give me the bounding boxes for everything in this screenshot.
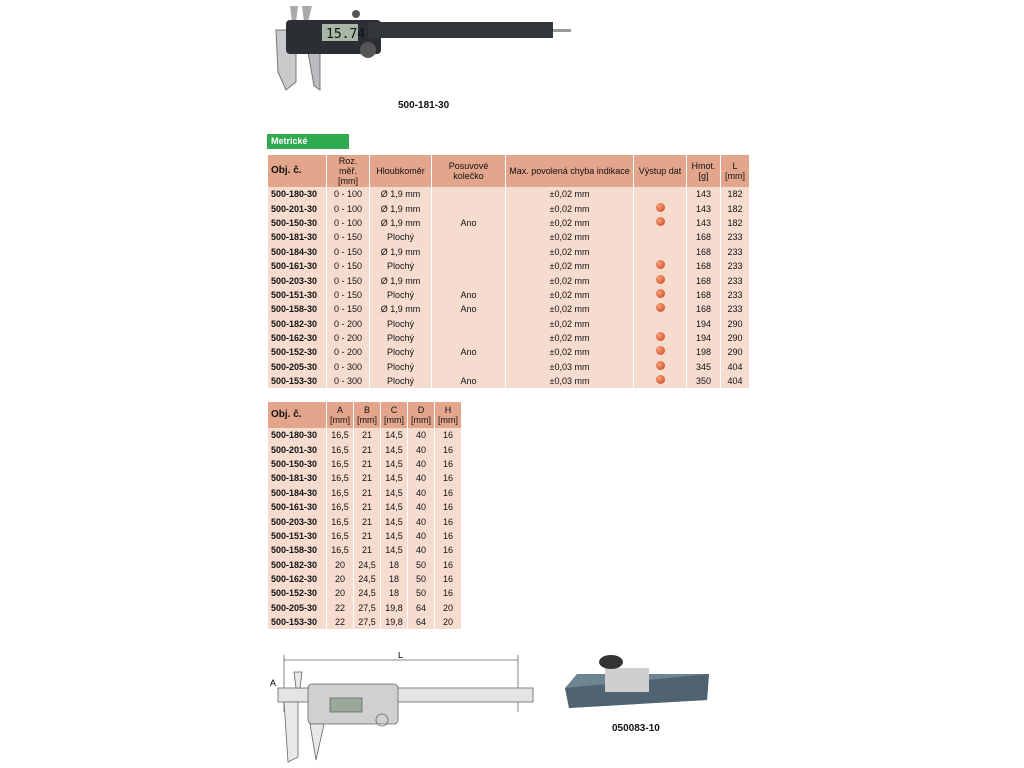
table-cell: 14,5 xyxy=(381,471,407,485)
table-cell: 233 xyxy=(721,259,749,273)
table-cell: 21 xyxy=(354,442,380,456)
table-cell: 14,5 xyxy=(381,442,407,456)
table-cell: 21 xyxy=(354,514,380,528)
data-output-dot xyxy=(656,260,665,269)
table-cell: ±0,02 mm xyxy=(506,317,633,331)
table-cell: ±0,02 mm xyxy=(506,230,633,244)
table-cell: 22 xyxy=(327,601,353,615)
column-header: H [mm] xyxy=(435,402,461,428)
table-cell: 50 xyxy=(408,572,434,586)
table-cell: Plochý xyxy=(370,288,431,302)
column-header: Obj. č. xyxy=(268,155,326,187)
table-row xyxy=(268,302,749,316)
table-cell: 16 xyxy=(435,514,461,528)
table-cell: 182 xyxy=(721,187,749,201)
table-cell: 50 xyxy=(408,558,434,572)
table-cell: Ano xyxy=(432,216,505,230)
table-cell xyxy=(634,187,686,201)
table-cell: 500-152-30 xyxy=(268,345,326,359)
table-row xyxy=(268,216,749,230)
table-cell: 198 xyxy=(687,345,720,359)
table-cell: ±0,02 mm xyxy=(506,288,633,302)
table-cell: Ø 1,9 mm xyxy=(370,187,431,201)
table-cell: 500-153-30 xyxy=(268,615,326,629)
table-cell xyxy=(634,201,686,215)
table-cell: ±0,02 mm xyxy=(506,302,633,316)
table-row xyxy=(268,245,749,259)
table-cell: 500-182-30 xyxy=(268,558,326,572)
table-cell: 0 - 300 xyxy=(327,360,369,374)
table-cell: 18 xyxy=(381,586,407,600)
table-cell: Ø 1,9 mm xyxy=(370,273,431,287)
column-header: Posuvové kolečko xyxy=(432,155,505,187)
table-cell: 233 xyxy=(721,288,749,302)
table-cell xyxy=(432,230,505,244)
table-cell: 500-201-30 xyxy=(268,201,326,215)
table-cell: 40 xyxy=(408,514,434,528)
table-cell: 16,5 xyxy=(327,529,353,543)
dim-A-label: A xyxy=(270,678,277,688)
table-cell: 16,5 xyxy=(327,428,353,442)
column-header: Výstup dat xyxy=(634,155,686,187)
table-cell: Plochý xyxy=(370,374,431,388)
digital-caliper-image xyxy=(268,0,583,95)
table-row xyxy=(268,500,461,514)
table-cell: 404 xyxy=(721,374,749,388)
table-cell: 500-151-30 xyxy=(268,288,326,302)
table-cell xyxy=(634,288,686,302)
table-row xyxy=(268,529,461,543)
table-cell: 143 xyxy=(687,187,720,201)
table-cell: 16 xyxy=(435,428,461,442)
table-cell: 0 - 200 xyxy=(327,317,369,331)
table-cell: 290 xyxy=(721,317,749,331)
table-row xyxy=(268,201,749,215)
table-cell: 500-201-30 xyxy=(268,442,326,456)
table-cell: ±0,02 mm xyxy=(506,259,633,273)
table-cell xyxy=(634,331,686,345)
table-cell xyxy=(634,216,686,230)
table-cell: 500-184-30 xyxy=(268,486,326,500)
table-row xyxy=(268,442,461,456)
table-row xyxy=(268,543,461,557)
table-cell: 21 xyxy=(354,486,380,500)
table-cell: Plochý xyxy=(370,345,431,359)
table-cell: 24,5 xyxy=(354,558,380,572)
table-cell: 40 xyxy=(408,500,434,514)
table-cell xyxy=(634,360,686,374)
table-cell: 0 - 150 xyxy=(327,245,369,259)
table-cell: ±0,03 mm xyxy=(506,374,633,388)
svg-text:15.74: 15.74 xyxy=(326,27,366,42)
table-cell: 24,5 xyxy=(354,572,380,586)
table-cell: 290 xyxy=(721,331,749,345)
table-cell: 500-161-30 xyxy=(268,259,326,273)
table-cell: 16 xyxy=(435,558,461,572)
table-cell: 168 xyxy=(687,302,720,316)
table-cell: Ø 1,9 mm xyxy=(370,216,431,230)
table-cell: 16 xyxy=(435,486,461,500)
table-cell: 0 - 300 xyxy=(327,374,369,388)
table-cell: ±0,02 mm xyxy=(506,273,633,287)
table-cell: 0 - 200 xyxy=(327,345,369,359)
table-cell xyxy=(432,201,505,215)
data-output-dot xyxy=(656,375,665,384)
table-cell: 168 xyxy=(687,245,720,259)
table-cell: 182 xyxy=(721,201,749,215)
table-cell: 0 - 150 xyxy=(327,273,369,287)
table-row xyxy=(268,428,461,442)
table-row xyxy=(268,586,461,600)
table-cell: 40 xyxy=(408,529,434,543)
table-cell: 233 xyxy=(721,230,749,244)
table-cell: 20 xyxy=(435,601,461,615)
table-cell: 16 xyxy=(435,529,461,543)
table-cell: 233 xyxy=(721,245,749,259)
table-row xyxy=(268,457,461,471)
table-cell: 21 xyxy=(354,457,380,471)
table-cell: 345 xyxy=(687,360,720,374)
table-cell: 500-162-30 xyxy=(268,572,326,586)
table-cell: 14,5 xyxy=(381,543,407,557)
table-row xyxy=(268,558,461,572)
table-cell: 21 xyxy=(354,500,380,514)
table-cell xyxy=(634,259,686,273)
table-row xyxy=(268,345,749,359)
table-cell: Ano xyxy=(432,345,505,359)
table-cell: 64 xyxy=(408,615,434,629)
table-row xyxy=(268,187,749,201)
table-row xyxy=(268,259,749,273)
table-cell xyxy=(634,245,686,259)
table-cell: Ano xyxy=(432,374,505,388)
table-cell: 500-181-30 xyxy=(268,471,326,485)
table-cell: 0 - 100 xyxy=(327,201,369,215)
table-cell: 14,5 xyxy=(381,529,407,543)
table-cell: 21 xyxy=(354,529,380,543)
table-row xyxy=(268,514,461,528)
table-cell: 168 xyxy=(687,273,720,287)
data-output-dot xyxy=(656,346,665,355)
table-cell xyxy=(634,230,686,244)
table-cell: 0 - 200 xyxy=(327,331,369,345)
table-cell: 50 xyxy=(408,586,434,600)
table-row xyxy=(268,360,749,374)
column-header: Hloubkoměr xyxy=(370,155,431,187)
table-cell: 500-162-30 xyxy=(268,331,326,345)
table-cell: 500-180-30 xyxy=(268,187,326,201)
table-cell: 16 xyxy=(435,471,461,485)
table-cell: 21 xyxy=(354,428,380,442)
table-cell: 21 xyxy=(354,471,380,485)
table-cell: 143 xyxy=(687,201,720,215)
table-cell: 500-203-30 xyxy=(268,514,326,528)
table-row xyxy=(268,230,749,244)
table-cell: 16,5 xyxy=(327,457,353,471)
table-cell: 14,5 xyxy=(381,500,407,514)
table-cell: 0 - 100 xyxy=(327,216,369,230)
table-cell xyxy=(634,302,686,316)
table-row xyxy=(268,486,461,500)
table-cell xyxy=(634,273,686,287)
table-cell: 182 xyxy=(721,216,749,230)
table-cell: 21 xyxy=(354,543,380,557)
table-cell: 14,5 xyxy=(381,514,407,528)
table-cell: 16,5 xyxy=(327,442,353,456)
table-cell: 20 xyxy=(435,615,461,629)
table-row xyxy=(268,288,749,302)
table-cell: 16,5 xyxy=(327,486,353,500)
table-cell: 500-184-30 xyxy=(268,245,326,259)
table-cell: 40 xyxy=(408,543,434,557)
table-cell: 500-153-30 xyxy=(268,374,326,388)
table-cell: 40 xyxy=(408,442,434,456)
table-cell: 0 - 150 xyxy=(327,230,369,244)
table-cell: 0 - 150 xyxy=(327,259,369,273)
column-header: L [mm] xyxy=(721,155,749,187)
column-header: C [mm] xyxy=(381,402,407,428)
data-output-dot xyxy=(656,203,665,212)
table-cell: 350 xyxy=(687,374,720,388)
table-cell: 40 xyxy=(408,471,434,485)
table-cell: 143 xyxy=(687,216,720,230)
data-output-dot xyxy=(656,332,665,341)
table-cell: 16 xyxy=(435,572,461,586)
table-cell: 20 xyxy=(327,586,353,600)
column-header: D [mm] xyxy=(408,402,434,428)
table-cell: 500-151-30 xyxy=(268,529,326,543)
table-cell: Plochý xyxy=(370,360,431,374)
table-cell: 500-152-30 xyxy=(268,586,326,600)
table-cell: 233 xyxy=(721,273,749,287)
table-cell: Plochý xyxy=(370,317,431,331)
table-cell: 500-205-30 xyxy=(268,601,326,615)
column-header: A [mm] xyxy=(327,402,353,428)
table-cell: 16 xyxy=(435,457,461,471)
table-cell: 500-181-30 xyxy=(268,230,326,244)
table-cell: 0 - 100 xyxy=(327,187,369,201)
table-cell xyxy=(432,259,505,273)
table-cell: 500-150-30 xyxy=(268,216,326,230)
table-row xyxy=(268,331,749,345)
table-cell: 500-205-30 xyxy=(268,360,326,374)
table-cell: 27,5 xyxy=(354,615,380,629)
table-cell xyxy=(432,187,505,201)
table-cell: Ano xyxy=(432,288,505,302)
table-cell: Plochý xyxy=(370,230,431,244)
table-cell: 40 xyxy=(408,428,434,442)
table-cell: 500-203-30 xyxy=(268,273,326,287)
table-cell xyxy=(432,331,505,345)
table-cell: 168 xyxy=(687,230,720,244)
table-cell: 14,5 xyxy=(381,428,407,442)
table-cell: 290 xyxy=(721,345,749,359)
table-cell: 14,5 xyxy=(381,457,407,471)
table-cell: ±0,02 mm xyxy=(506,345,633,359)
table-cell: 40 xyxy=(408,457,434,471)
data-output-dot xyxy=(656,303,665,312)
table-row xyxy=(268,615,461,629)
table-cell: 20 xyxy=(327,558,353,572)
data-output-dot xyxy=(656,275,665,284)
table-cell: 500-158-30 xyxy=(268,543,326,557)
table-row xyxy=(268,601,461,615)
caliper-dimension-drawing xyxy=(268,652,543,764)
table-cell: ±0,02 mm xyxy=(506,216,633,230)
table-row xyxy=(268,572,461,586)
table-cell: 233 xyxy=(721,302,749,316)
table-cell: 16 xyxy=(435,442,461,456)
table-cell: 40 xyxy=(408,486,434,500)
table-cell xyxy=(432,360,505,374)
table-cell: ±0,02 mm xyxy=(506,331,633,345)
table-cell: 20 xyxy=(327,572,353,586)
table-cell: 168 xyxy=(687,288,720,302)
table-row xyxy=(268,374,749,388)
table-cell: Ano xyxy=(432,302,505,316)
data-output-dot xyxy=(656,289,665,298)
table-cell xyxy=(634,317,686,331)
dim-L-label: L xyxy=(398,652,404,660)
table-cell: 19,8 xyxy=(381,601,407,615)
table-cell xyxy=(432,317,505,331)
table-cell: 18 xyxy=(381,558,407,572)
table-cell: 168 xyxy=(687,259,720,273)
table-cell: 500-180-30 xyxy=(268,428,326,442)
data-output-dot xyxy=(656,361,665,370)
table-cell: 14,5 xyxy=(381,486,407,500)
table-cell: 194 xyxy=(687,331,720,345)
table-cell: 16 xyxy=(435,543,461,557)
table-cell xyxy=(432,273,505,287)
table-cell: 500-161-30 xyxy=(268,500,326,514)
column-header: Roz. měř. [mm] xyxy=(327,155,369,187)
caliper-caption: 500-181-30 xyxy=(398,100,450,111)
table-cell: 500-182-30 xyxy=(268,317,326,331)
column-header: B [mm] xyxy=(354,402,380,428)
table-cell: Plochý xyxy=(370,259,431,273)
table-cell: Ø 1,9 mm xyxy=(370,201,431,215)
table-cell: 16,5 xyxy=(327,471,353,485)
table-cell xyxy=(432,245,505,259)
table-cell: 0 - 150 xyxy=(327,288,369,302)
spec-table xyxy=(267,155,750,388)
table-cell: ±0,03 mm xyxy=(506,360,633,374)
table-cell: 19,8 xyxy=(381,615,407,629)
table-cell: 18 xyxy=(381,572,407,586)
table-cell: 500-150-30 xyxy=(268,457,326,471)
table-cell: 0 - 150 xyxy=(327,302,369,316)
depth-base-image xyxy=(563,652,713,714)
dimension-table xyxy=(267,402,462,629)
table-cell: 16 xyxy=(435,500,461,514)
table-row xyxy=(268,471,461,485)
column-header: Max. povolená chyba indikace xyxy=(506,155,633,187)
data-output-dot xyxy=(656,217,665,226)
table-cell: 16,5 xyxy=(327,543,353,557)
table-row xyxy=(268,317,749,331)
table-cell: 64 xyxy=(408,601,434,615)
table-cell: Plochý xyxy=(370,331,431,345)
table-cell: 194 xyxy=(687,317,720,331)
table-row xyxy=(268,273,749,287)
table-cell: ±0,02 mm xyxy=(506,201,633,215)
table-cell: 16,5 xyxy=(327,500,353,514)
table-cell: 22 xyxy=(327,615,353,629)
table-cell: Ø 1,9 mm xyxy=(370,302,431,316)
base-caption: 050083-10 xyxy=(612,723,660,734)
table-cell: ±0,02 mm xyxy=(506,245,633,259)
table-cell: ±0,02 mm xyxy=(506,187,633,201)
table-cell xyxy=(634,374,686,388)
table-cell: Ø 1,9 mm xyxy=(370,245,431,259)
table-cell: 27,5 xyxy=(354,601,380,615)
column-header: Obj. č. xyxy=(268,402,326,428)
table-cell: 16 xyxy=(435,586,461,600)
table-cell: 16,5 xyxy=(327,514,353,528)
table-cell xyxy=(634,345,686,359)
table-cell: 500-158-30 xyxy=(268,302,326,316)
table-cell: 404 xyxy=(721,360,749,374)
section-tag: Metrické xyxy=(267,134,349,149)
column-header: Hmot. [g] xyxy=(687,155,720,187)
table-cell: 24,5 xyxy=(354,586,380,600)
